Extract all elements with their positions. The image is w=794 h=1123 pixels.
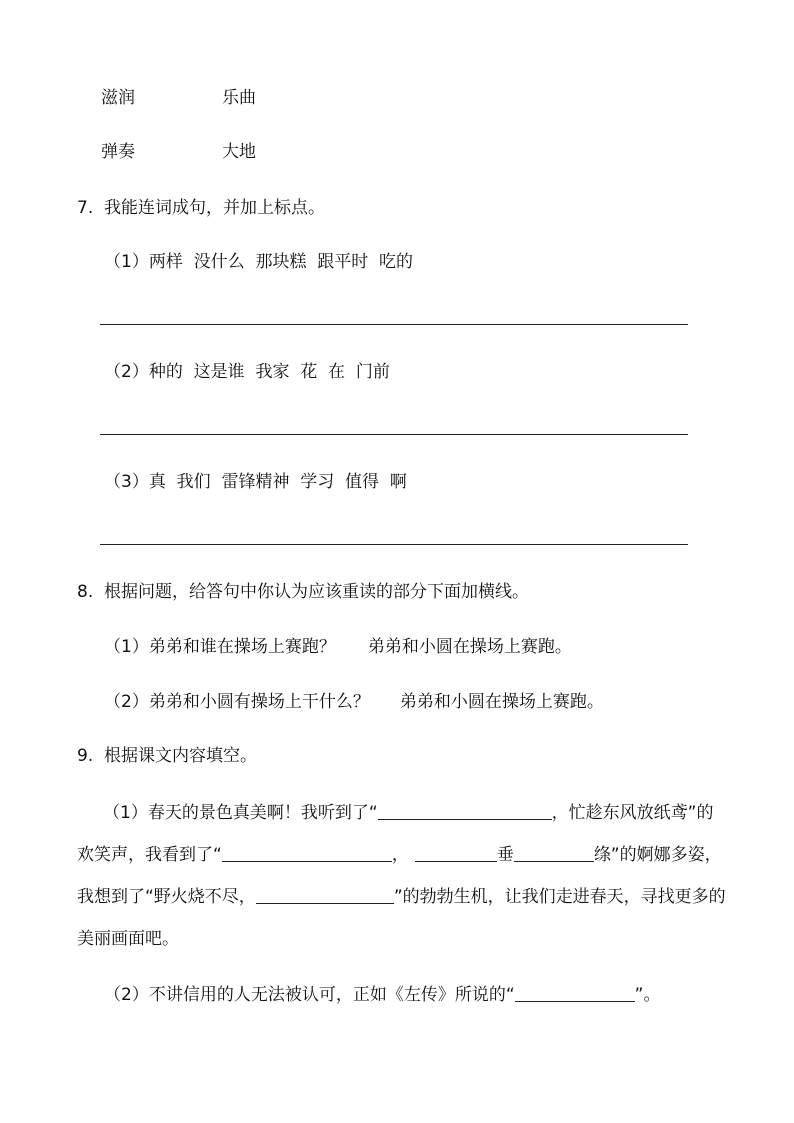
q7-item-1 [104,252,413,272]
q7-answer-line-1[interactable] [100,324,688,325]
q9-number: 9. [77,746,94,766]
pair-right-2: 大地 [222,142,256,162]
q7-prompt: 我能连词成句，并加上标点。 [104,198,325,218]
q9-p1-text-1: 春天的景色真美啊！我听到了“ [147,803,378,823]
q7-item-3-text: 真 我们 雷锋精神 学习 值得 啊 [148,472,407,492]
q9-p2-blank-1[interactable] [515,983,635,1002]
q7-number: 7. [77,198,94,218]
pair-right-1: 乐曲 [222,88,256,108]
q7-item-2-label: （2） [104,362,149,382]
q9-prompt: 根据课文内容填空。 [104,746,257,766]
q9-p1-blank-5[interactable] [256,885,394,904]
q8-item-1-question: 弟弟和谁在操场上赛跑？ [148,637,336,657]
q9-p1-blank-2[interactable] [222,843,392,862]
q8-item-1-label: （1） [104,637,149,657]
q7-item-1-text: 两样 没什么 那块糕 跟平时 吃的 [148,252,414,272]
q9-p1-text-6: ”的勃勃生机，让我们走进春天，寻找更多的美丽画面吧。 [77,887,726,949]
q7-answer-line-2[interactable] [100,434,688,435]
q9-p2-label: （2） [104,985,149,1005]
q9-paragraph-2 [104,983,660,1005]
q8-item-1 [104,637,572,657]
q9-p1-text-5: 绦”的婀娜多姿，我想到了“野火烧不尽， [77,845,722,907]
q8-item-2-answer[interactable]: 弟弟和小圆在操场上赛跑。 [399,692,604,712]
q9-p1-text-3: ， [391,845,409,865]
pair-left-1: 滋润 [101,88,135,108]
q9-p1-blank-1[interactable] [378,801,552,820]
q7-item-2 [104,362,390,382]
q9-p1-blank-3[interactable] [415,843,497,862]
q9-p1-label: （1） [103,803,148,823]
q7-item-2-text: 种的 这是谁 我家 花 在 门前 [148,362,390,382]
q7-item-3 [104,472,407,492]
pair-left-2: 弹奏 [101,142,135,162]
q9-p2-text-2: ”。 [634,985,661,1005]
q8-item-2-question: 弟弟和小圆有操场上干什么？ [148,692,370,712]
q9-p1-text-4: 垂 [496,845,514,865]
q8-item-1-answer[interactable]: 弟弟和小圆在操场上赛跑。 [367,637,572,657]
q9-p1-text-2: ，忙趁东风放纸鸢”的欢笑声，我看到了“ [77,803,714,865]
q7-item-3-label: （3） [104,472,149,492]
q7-answer-line-3[interactable] [100,544,688,545]
q8-item-2-label: （2） [104,692,149,712]
q9-p2-text-1: 不讲信用的人无法被认可，正如《左传》所说的“ [148,985,515,1005]
q9-paragraph-1 [77,792,727,960]
q7-item-1-label: （1） [104,252,149,272]
q8-number: 8. [77,582,94,602]
q8-item-2 [104,692,604,712]
q8-prompt: 根据问题，给答句中你认为应该重读的部分下面加横线。 [104,582,529,602]
q9-p1-blank-4[interactable] [514,843,594,862]
